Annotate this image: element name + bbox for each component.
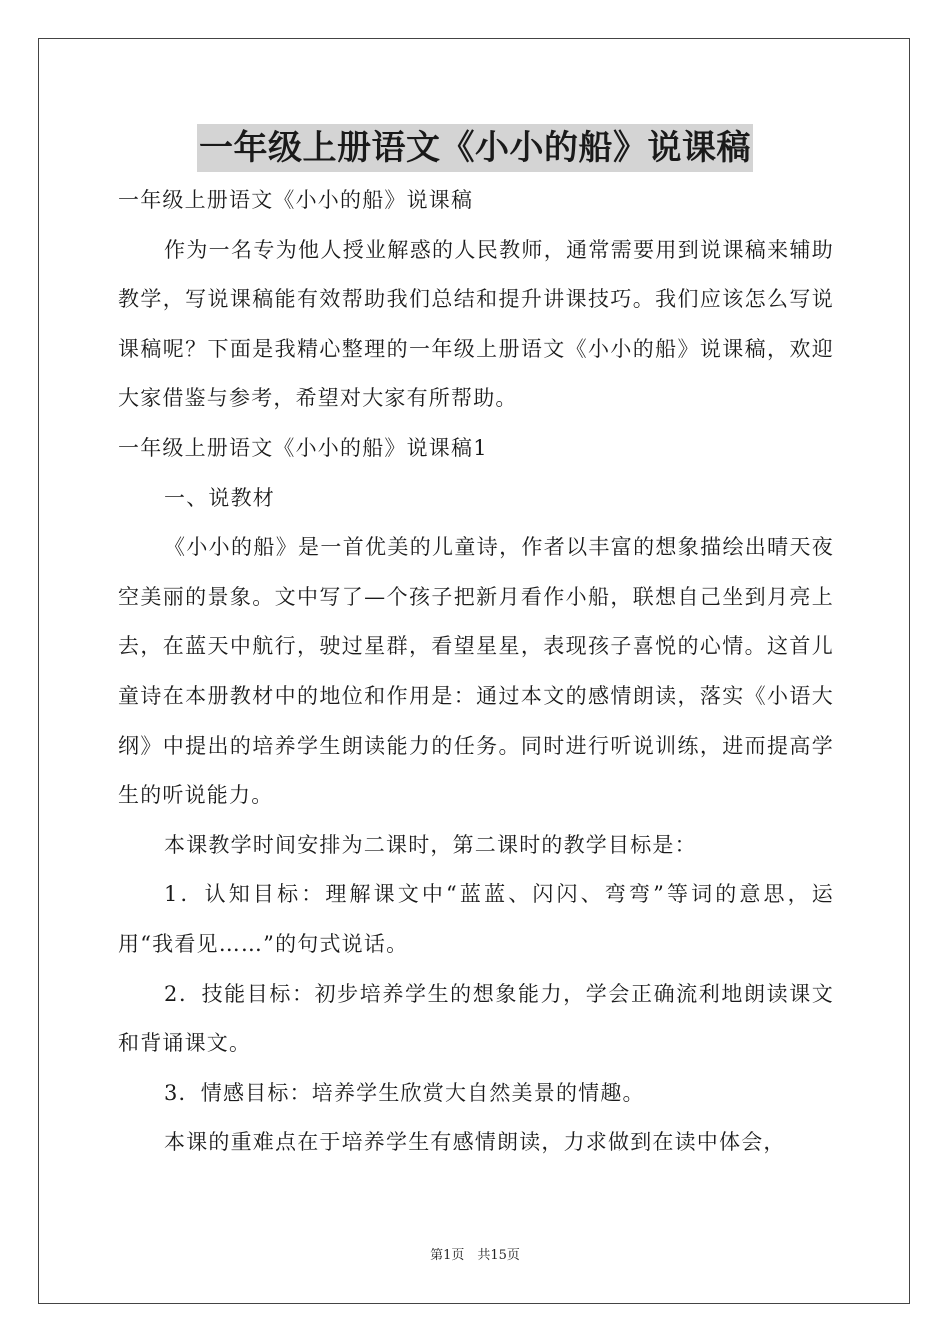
list-item: 2．技能目标：初步培养学生的想象能力，学会正确流利地朗读课文和背诵课文。	[118, 981, 834, 1056]
list-item: 3．情感目标：培养学生欣赏大自然美景的情趣。	[164, 1080, 645, 1105]
subsection-heading: 一、说教材	[164, 485, 275, 510]
body-paragraph: 《小小的船》是一首优美的儿童诗，作者以丰富的想象描绘出晴天夜空美丽的景象。文中写了—个孩子把新月看作小船，联想自己坐到月亮上去，在蓝天中航行，驶过星群，看望星星，表现孩子喜悦的心情。这首儿童诗在本册教材中的地位和作用是：通过本文的感情朗读，落实《小语大纲》中提出的培养学生朗读能力的任务。同时进行听说训练，进而提高学生的听说能力。	[118, 535, 834, 808]
section-heading: 一年级上册语文《小小的船》说课稿1	[118, 435, 488, 460]
title-area	[0, 124, 950, 172]
body-paragraph: 本课教学时间安排为二课时，第二课时的教学目标是：	[164, 832, 697, 857]
document-subtitle: 一年级上册语文《小小的船》说课稿	[118, 188, 474, 212]
intro-paragraph: 作为一名专为他人授业解惑的人民教师，通常需要用到说课稿来辅助教学，写说课稿能有效帮助我们总结和提升讲课技巧。我们应该怎么写说课稿呢？下面是我精心整理的一年级上册语文《小小的船》说课稿，欢迎大家借鉴与参考，希望对大家有所帮助。	[118, 237, 834, 411]
list-item: 1．认知目标：理解课文中“蓝蓝、闪闪、弯弯”等词的意思，运用“我看见……”的句式说话。	[118, 882, 834, 956]
document-title: 一年级上册语文《小小的船》说课稿	[197, 124, 753, 172]
page-footer: 第1页 共15页	[430, 1248, 520, 1263]
document-body	[118, 176, 834, 1168]
body-paragraph: 本课的重难点在于培养学生有感情朗读，力求做到在读中体会，	[164, 1130, 786, 1155]
